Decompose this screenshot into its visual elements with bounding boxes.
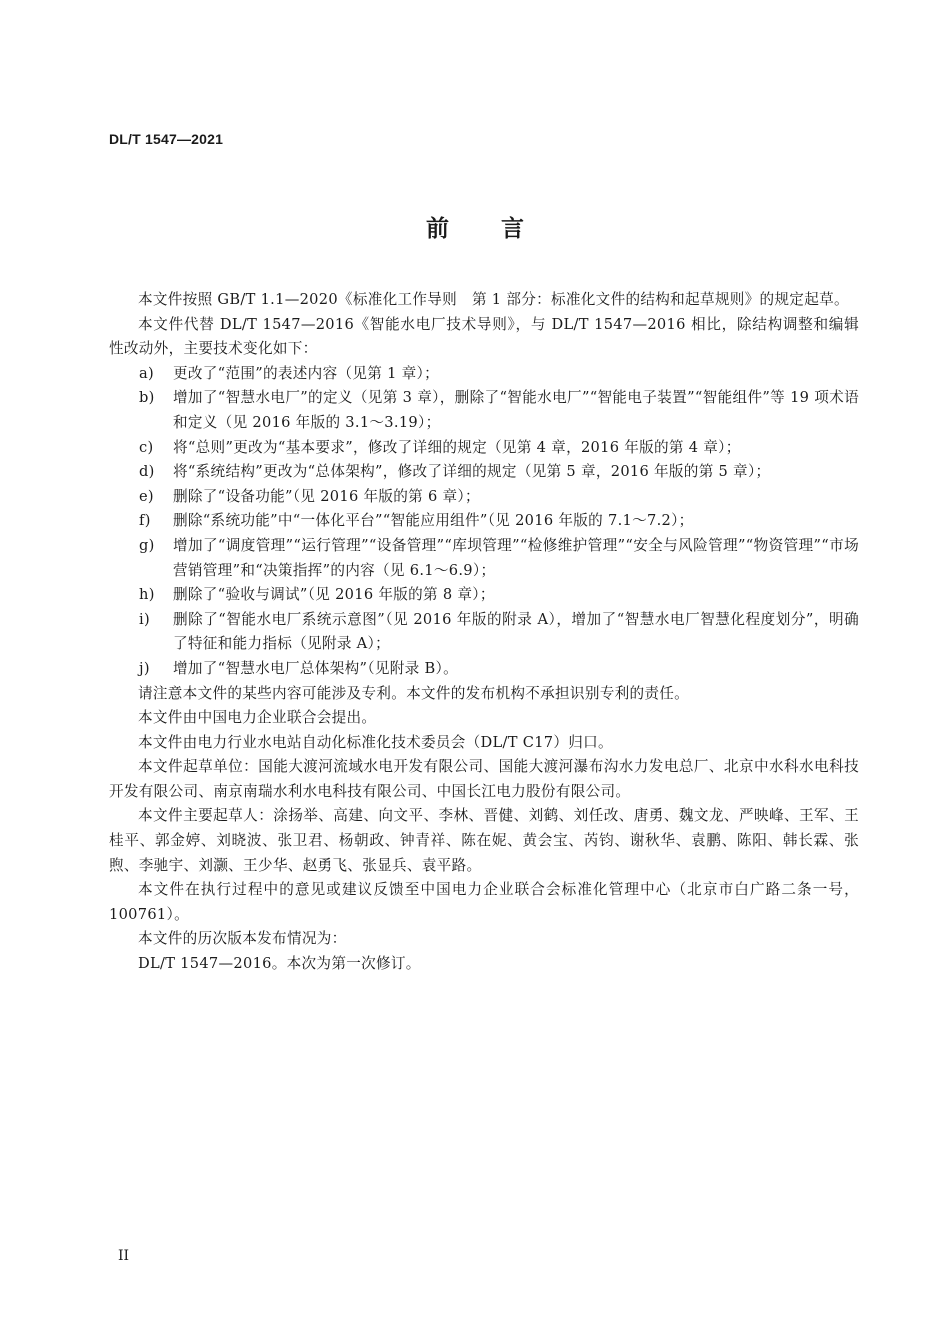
paragraph-patent-notice: 请注意本文件的某些内容可能涉及专利。本文件的发布机构不承担识别专利的责任。: [138, 684, 690, 702]
list-item: [139, 608, 859, 657]
page-title: 前言: [426, 216, 576, 242]
document-code: DL/T 1547—2021: [109, 131, 224, 147]
list-item: [139, 583, 859, 608]
list-item: [139, 657, 859, 682]
list-item-text: 删除了“验收与调试”（见 2016 年版的第 8 章）；: [173, 586, 495, 604]
list-item-label: h): [139, 586, 155, 604]
list-item-text: 删除了“设备功能”（见 2016 年版的第 6 章）；: [173, 487, 480, 505]
list-item-label: f): [139, 512, 151, 530]
list-item: [139, 362, 859, 387]
list-item-text: 将“系统结构”更改为“总体架构”，修改了详细的规定（见第 5 章，2016 年版的第 5 章）；: [173, 463, 771, 481]
list-item: [139, 509, 859, 534]
paragraph-feedback: 本文件在执行过程中的意见或建议反馈至中国电力企业联合会标准化管理中心（北京市白广路二条一号，100761）。: [109, 881, 859, 923]
paragraph-version-history: DL/T 1547—2016。本次为第一次修订。: [138, 955, 421, 973]
list-item: [139, 460, 859, 485]
paragraph-replacement: 本文件代替 DL/T 1547—2016《智能水电厂技术导则》，与 DL/T 1547—2016 相比，除结构调整和编辑性改动外，主要技术变化如下：: [109, 315, 859, 358]
list-item-label: j): [139, 659, 150, 677]
list-item-label: c): [139, 438, 154, 456]
list-item-label: g): [139, 536, 155, 554]
list-item-text: 更改了“范围”的表述内容（见第 1 章）；: [173, 364, 439, 382]
list-item-label: a): [139, 364, 154, 382]
paragraph-technical-committee: 本文件由电力行业水电站自动化标准化技术委员会（DL/T C17）归口。: [138, 733, 613, 751]
paragraph-proposer: 本文件由中国电力企业联合会提出。: [138, 709, 377, 727]
list-item: [139, 534, 859, 583]
list-item-label: i): [139, 610, 150, 628]
paragraph-drafting-rules: 本文件按照 GB/T 1.1—2020《标准化工作导则 第 1 部分：标准化文件的结构和起草规则》的规定起草。: [138, 291, 849, 308]
list-item-text: 增加了“智慧水电厂”的定义（见第 3 章），删除了“智能水电厂”“智能电子装置”“智能组件”等 19 项术语和定义（见 2016 年版的 3.1～3.19）；: [173, 389, 859, 431]
paragraph-drafters: 本文件主要起草人：涂扬举、高建、向文平、李林、晋健、刘鹤、刘任改、唐勇、魏文龙、严映峰、王军、王桂平、郭金婷、刘晓波、张卫君、杨朝政、钟青祥、陈在妮、黄会宝、芮钧、谢秋华、袁鹏、陈阳、韩长霖、张煦、李驰宇、刘灏、王少华、赵勇飞、张显兵、袁平路。: [109, 807, 859, 874]
list-item: [139, 386, 859, 435]
list-item: [139, 436, 859, 461]
list-item-text: 将“总则”更改为“基本要求”，修改了详细的规定（见第 4 章，2016 年版的第 4 章）；: [173, 438, 741, 456]
list-item-label: d): [139, 463, 155, 481]
list-item-label: e): [139, 487, 154, 505]
paragraph-drafting-units: 本文件起草单位：国能大渡河流域水电开发有限公司、国能大渡河瀑布沟水力发电总厂、北京中水科水电科技开发有限公司、南京南瑞水利水电科技有限公司、中国长江电力股份有限公司。: [109, 758, 859, 800]
list-item: [139, 485, 859, 510]
list-item-text: 增加了“智慧水电厂总体架构”（见附录 B）。: [173, 659, 458, 677]
foreword-body: [109, 288, 859, 977]
paragraph-version-history-heading: 本文件的历次版本发布情况为：: [138, 930, 347, 948]
list-item-label: b): [139, 389, 155, 407]
page-number: II: [118, 1248, 130, 1264]
list-item-text: 删除了“智能水电厂系统示意图”（见 2016 年版的附录 A），增加了“智慧水电厂智慧化程度划分”，明确了特征和能力指标（见附录 A）；: [173, 610, 859, 653]
list-item-text: 增加了“调度管理”“运行管理”“设备管理”“库坝管理”“检修维护管理”“安全与风险管理”“物资管理”“市场营销管理”和“决策指挥”的内容（见 6.1～6.9）；: [173, 536, 859, 579]
list-item-text: 删除“系统功能”中“一体化平台”“智能应用组件”（见 2016 年版的 7.1～7.2）；: [173, 512, 694, 530]
